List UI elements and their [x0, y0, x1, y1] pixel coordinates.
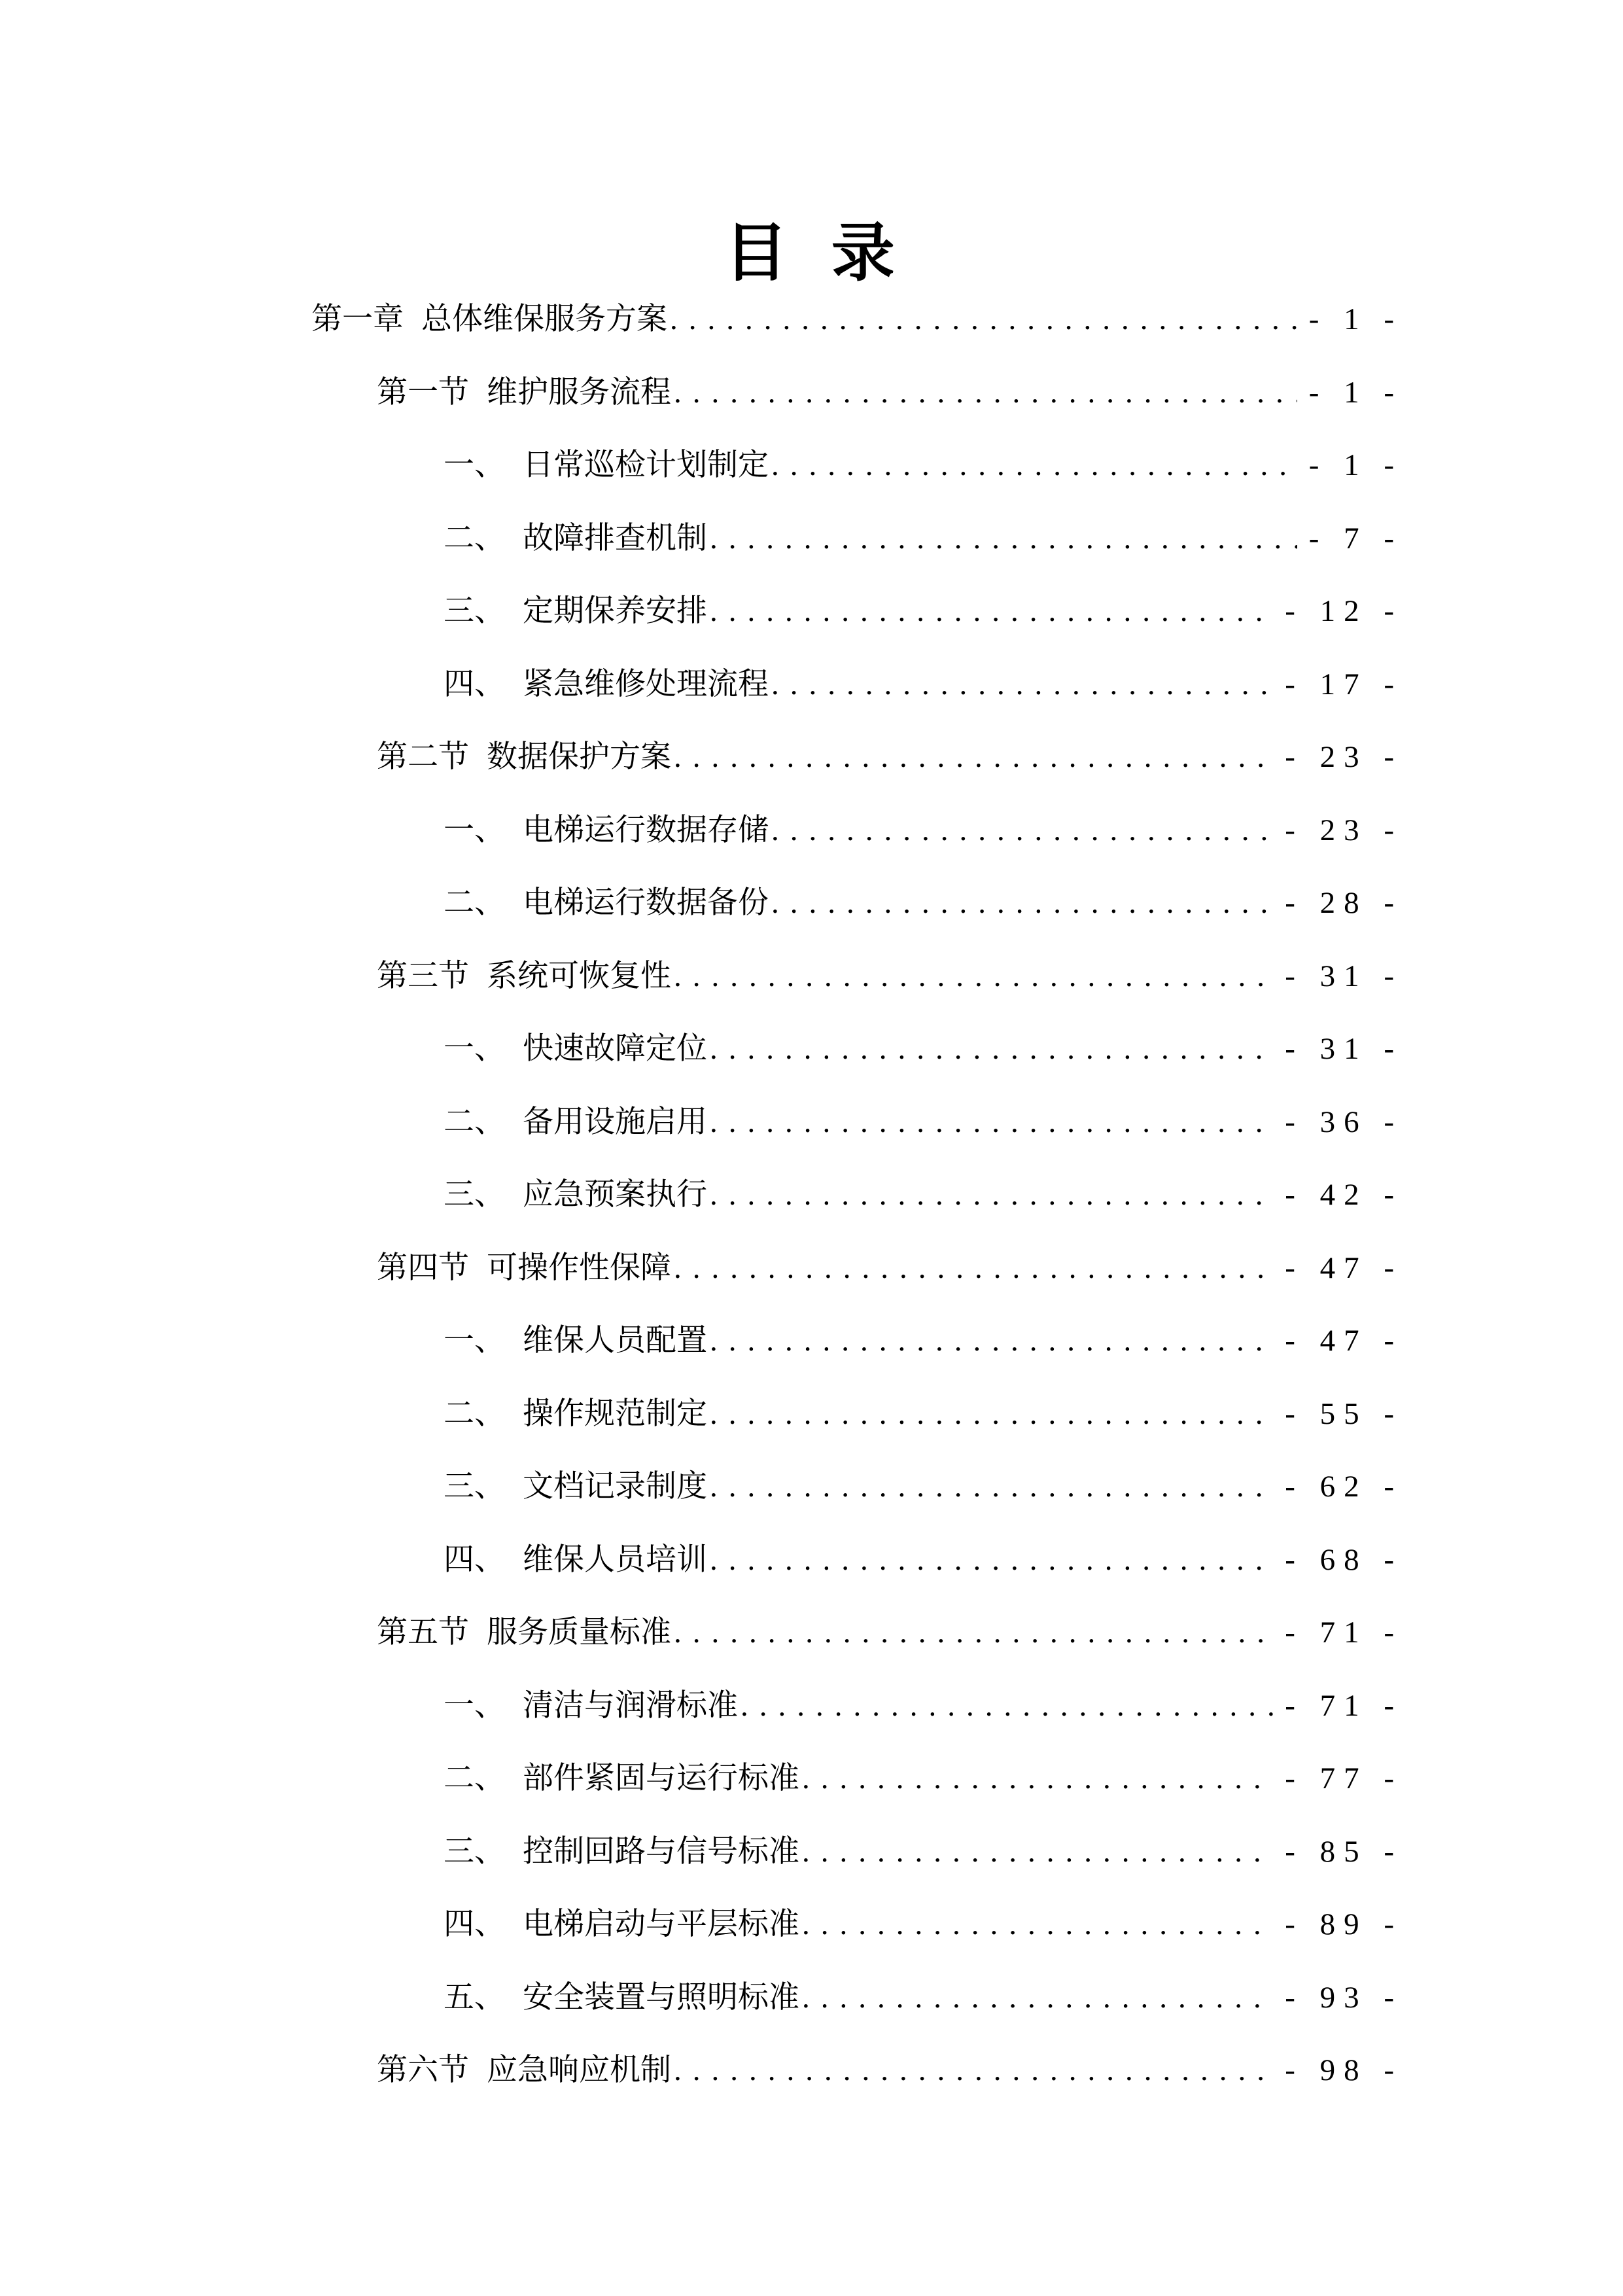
toc-leader-dots	[674, 940, 1273, 1014]
toc-entry-title: 电梯启动与平层标准	[523, 1907, 799, 1941]
toc-entry-page: - 1 -	[1308, 302, 1403, 336]
toc-entry-label: 四、	[444, 667, 505, 701]
toc-entry[interactable]	[0, 1305, 1623, 1378]
toc-entry-page: - 77 -	[1285, 1761, 1403, 1795]
toc-entry-title: 操作规范制定	[523, 1396, 707, 1431]
toc-entry-title: 紧急维修处理流程	[523, 667, 769, 701]
toc-entry[interactable]	[0, 1013, 1623, 1086]
toc-entry-title: 数据保护方案	[487, 740, 671, 774]
toc-entry-title: 电梯运行数据备份	[523, 886, 769, 920]
toc-entry[interactable]	[0, 1597, 1623, 1670]
toc-entry-label: 一、	[444, 1324, 505, 1358]
toc-leader-dots	[771, 648, 1273, 722]
toc-entry[interactable]	[0, 1962, 1623, 2035]
toc-leader-dots	[802, 1816, 1273, 1889]
toc-entry[interactable]	[0, 794, 1623, 868]
toc-entry-title: 服务质量标准	[487, 1616, 671, 1650]
toc-entry-title: 维护服务流程	[487, 375, 671, 410]
toc-leader-dots	[802, 1742, 1273, 1816]
toc-entry-label: 二、	[444, 1761, 505, 1795]
toc-entry-title: 维保人员培训	[523, 1542, 707, 1577]
toc-entry[interactable]	[0, 1524, 1623, 1597]
toc-leader-dots	[771, 867, 1273, 940]
toc-entry-label: 二、	[444, 521, 505, 556]
toc-entry-title: 部件紧固与运行标准	[523, 1761, 799, 1795]
toc-leader-dots	[710, 1378, 1273, 1451]
toc-entry-page: - 93 -	[1285, 1980, 1403, 2015]
toc-entry-title: 可操作性保障	[487, 1250, 671, 1285]
toc-entry-label: 一、	[444, 1032, 505, 1066]
toc-entry-page: - 55 -	[1285, 1396, 1403, 1431]
toc-entry-page: - 7 -	[1308, 521, 1403, 556]
toc-leader-dots	[802, 1888, 1273, 1962]
toc-entry[interactable]	[0, 1451, 1623, 1524]
toc-entry-label: 二、	[444, 1104, 505, 1139]
toc-entry[interactable]	[0, 1086, 1623, 1159]
toc-entry-page: - 23 -	[1285, 813, 1403, 847]
toc-leader-dots	[674, 2034, 1273, 2108]
toc-leader-dots	[710, 1305, 1273, 1378]
toc-entry-title: 快速故障定位	[523, 1032, 707, 1066]
toc-entry-page: - 47 -	[1285, 1324, 1403, 1358]
toc-entry-label: 一、	[444, 813, 505, 847]
toc-entry-label: 三、	[444, 1470, 505, 1504]
toc-entry-label: 第三节	[377, 959, 469, 993]
toc-entry-label: 三、	[444, 1834, 505, 1869]
toc-entry[interactable]	[0, 940, 1623, 1014]
toc-leader-dots	[674, 721, 1273, 794]
toc-entry[interactable]	[0, 1888, 1623, 1962]
toc-entry-page: - 89 -	[1285, 1907, 1403, 1941]
toc-entry-label: 四、	[444, 1542, 505, 1577]
toc-entry-title: 应急预案执行	[523, 1178, 707, 1212]
toc-entry[interactable]	[0, 1742, 1623, 1816]
toc-entry[interactable]	[0, 1816, 1623, 1889]
toc-entry-page: - 12 -	[1285, 594, 1403, 628]
toc-entry-page: - 1 -	[1308, 448, 1403, 482]
toc-entry[interactable]	[0, 867, 1623, 940]
toc-leader-dots	[674, 1597, 1273, 1670]
toc-entry-title: 控制回路与信号标准	[523, 1834, 799, 1869]
toc-entry[interactable]	[0, 1159, 1623, 1232]
toc-entry-label: 第五节	[377, 1616, 469, 1650]
toc-entry-label: 五、	[444, 1980, 505, 2015]
toc-leader-dots	[710, 1086, 1273, 1159]
toc-entry[interactable]	[0, 721, 1623, 794]
toc-entry[interactable]	[0, 1670, 1623, 1743]
toc-leader-dots	[710, 1451, 1273, 1524]
toc-leader-dots	[771, 429, 1297, 503]
toc-entry-page: - 62 -	[1285, 1470, 1403, 1504]
toc-entry-title: 故障排查机制	[523, 521, 707, 556]
toc-entry[interactable]	[0, 357, 1623, 430]
toc-entry-title: 电梯运行数据存储	[523, 813, 769, 847]
toc-entry-title: 应急响应机制	[487, 2053, 671, 2087]
toc-entry-title: 定期保养安排	[523, 594, 707, 628]
toc-entry-label: 第四节	[377, 1250, 469, 1285]
toc-entry-label: 第二节	[377, 740, 469, 774]
toc-entry-title: 清洁与润滑标准	[523, 1688, 738, 1723]
toc-entry[interactable]	[0, 1232, 1623, 1305]
toc-entry-label: 第一章	[311, 302, 404, 336]
toc-entry-label: 二、	[444, 1396, 505, 1431]
toc-entry-label: 四、	[444, 1907, 505, 1941]
toc-entry-page: - 31 -	[1285, 1032, 1403, 1066]
toc-leader-dots	[710, 1159, 1273, 1232]
toc-entry-label: 三、	[444, 1178, 505, 1212]
toc-entry[interactable]	[0, 1378, 1623, 1451]
toc-leader-dots	[710, 503, 1297, 576]
toc-leader-dots	[710, 575, 1273, 648]
toc-entry-label: 三、	[444, 594, 505, 628]
toc-entry[interactable]	[0, 648, 1623, 722]
toc-leader-dots	[802, 1962, 1273, 2035]
toc-entry[interactable]	[0, 575, 1623, 648]
toc-entry-label: 一、	[444, 1688, 505, 1723]
toc-entry-title: 系统可恢复性	[487, 959, 671, 993]
toc-entry-page: - 42 -	[1285, 1178, 1403, 1212]
toc-entry-title: 维保人员配置	[523, 1324, 707, 1358]
toc-entry[interactable]	[0, 2034, 1623, 2108]
toc-leader-dots	[771, 794, 1273, 868]
toc-entry-title: 日常巡检计划制定	[523, 448, 769, 482]
page-title: 目 录	[724, 219, 899, 289]
toc-entry-label: 一、	[444, 448, 505, 482]
toc-leader-dots	[710, 1524, 1273, 1597]
toc-entry[interactable]	[0, 503, 1623, 576]
toc-entry[interactable]	[0, 429, 1623, 503]
toc-entry-page: - 23 -	[1285, 740, 1403, 774]
toc-entry-label: 第一节	[377, 375, 469, 410]
toc-entry-page: - 68 -	[1285, 1542, 1403, 1577]
toc-entry-page: - 47 -	[1285, 1250, 1403, 1285]
toc-entry-label: 二、	[444, 886, 505, 920]
toc-leader-dots	[741, 1670, 1273, 1743]
toc-entry-page: - 71 -	[1285, 1688, 1403, 1723]
toc-list	[0, 283, 1623, 2108]
toc-leader-dots	[674, 357, 1297, 430]
toc-leader-dots	[674, 1232, 1273, 1305]
toc-entry-page: - 17 -	[1285, 667, 1403, 701]
toc-leader-dots	[710, 1013, 1273, 1086]
toc-entry-page: - 85 -	[1285, 1834, 1403, 1869]
toc-entry-title: 总体维保服务方案	[421, 302, 667, 336]
toc-entry-page: - 36 -	[1285, 1104, 1403, 1139]
toc-entry-title: 安全装置与照明标准	[523, 1980, 799, 2015]
toc-leader-dots	[670, 283, 1297, 357]
toc-entry-page: - 1 -	[1308, 375, 1403, 410]
toc-entry-page: - 28 -	[1285, 886, 1403, 920]
toc-entry[interactable]	[0, 283, 1623, 357]
toc-entry-title: 备用设施启用	[523, 1104, 707, 1139]
toc-entry-label: 第六节	[377, 2053, 469, 2087]
toc-entry-title: 文档记录制度	[523, 1470, 707, 1504]
toc-entry-page: - 31 -	[1285, 959, 1403, 993]
toc-entry-page: - 98 -	[1285, 2053, 1403, 2087]
toc-entry-page: - 71 -	[1285, 1616, 1403, 1650]
